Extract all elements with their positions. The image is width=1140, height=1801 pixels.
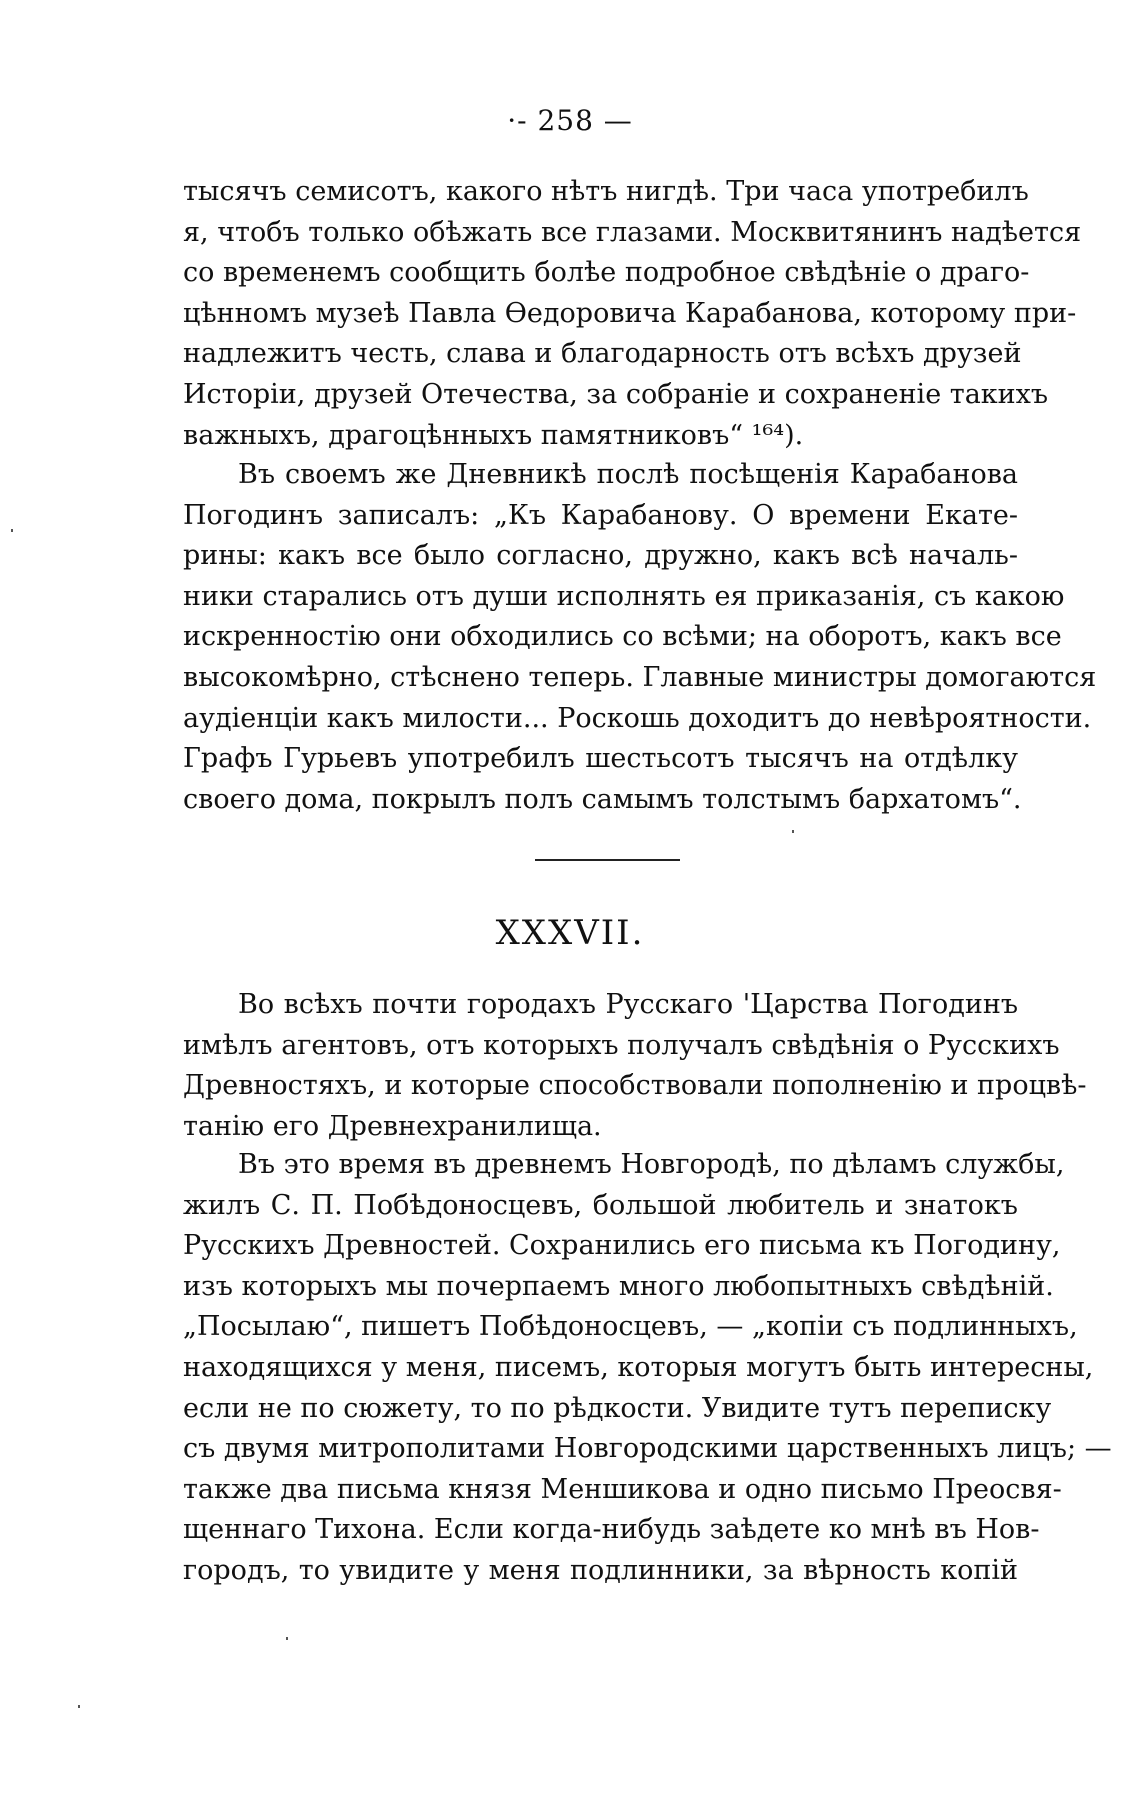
- text-line: высокомѣрно, стѣснено теперь. Главные министры домогаются: [183, 661, 1097, 693]
- print-speck: [286, 1637, 288, 1640]
- text-line: имѣлъ агентовъ, отъ которыхъ получалъ свѣдѣнія о Русскихъ: [183, 1029, 1060, 1061]
- text-line: если не по сюжету, то по рѣдкости. Увидите тутъ переписку: [183, 1392, 1052, 1424]
- print-speck: [78, 1705, 80, 1708]
- text-line: „Посылаю“, пишетъ Побѣдоносцевъ, — „копіи съ подлинныхъ,: [183, 1311, 1078, 1343]
- text-line: изъ которыхъ мы почерпаемъ много любопытныхъ свѣдѣній.: [183, 1270, 1054, 1302]
- text-line: своего дома, покрылъ полъ самымъ толстымъ бархатомъ“.: [183, 783, 1022, 815]
- text-line: цѣнномъ музеѣ Павла Ѳедоровича Карабанова, которому при-: [183, 297, 1077, 329]
- text-line: ники старались отъ души исполнять ея приказанія, съ какою: [183, 580, 1065, 612]
- text-line: съ двумя митрополитами Новгородскими царственныхъ лицъ; —: [183, 1433, 1112, 1465]
- text-line: щеннаго Тихона. Если когда-нибудь заѣдете ко мнѣ въ Нов-: [183, 1514, 1040, 1546]
- text-line: Во всѣхъ почти городахъ Русскаго 'Царства Погодинъ: [238, 989, 1018, 1020]
- text-line: Исторіи, друзей Отечества, за собраніе и сохраненіе такихъ: [183, 378, 1049, 410]
- text-line: находящихся у меня, писемъ, которыя могутъ быть интересны,: [183, 1351, 1094, 1383]
- text-line: Погодинъ записалъ: „Къ Карабанову. О времени Екате-: [183, 499, 1018, 531]
- print-speck: [11, 529, 13, 532]
- text-line: надлежитъ честь, слава и благодарность отъ всѣхъ друзей: [183, 338, 1022, 370]
- text-line: искренностію они обходились со всѣми; на оборотъ, какъ все: [183, 621, 1062, 653]
- print-speck: [792, 830, 794, 833]
- text-line: танію его Древнехранилища.: [183, 1110, 602, 1142]
- page-number: ·- 258 —: [507, 104, 633, 137]
- paragraph-continuation: [183, 172, 1082, 456]
- text-line: аудіенціи какъ милости... Роскошь доходитъ до невѣроятности.: [183, 702, 1092, 734]
- text-line: Графъ Гурьевъ употребилъ шестьсотъ тысячъ на отдѣлку: [183, 743, 1018, 775]
- text-line: также два письма князя Меншикова и одно письмо Преосвя-: [183, 1473, 1062, 1505]
- section-divider: [535, 859, 680, 861]
- paragraph-novgorod: [183, 1145, 1112, 1592]
- text-line: я, чтобъ только обѣжать все глазами. Москвитянинъ надѣется: [183, 216, 1082, 248]
- text-line: Въ это время въ древнемъ Новгородѣ, по дѣламъ службы,: [238, 1149, 1065, 1180]
- text-line: со временемъ сообщить болѣе подробное свѣдѣніе о драго-: [183, 257, 1030, 289]
- text-line: Древностяхъ, и которые способствовали пополненію и процвѣ-: [183, 1070, 1087, 1102]
- text-line: Въ своемъ же Дневникѣ послѣ посѣщенія Карабанова: [238, 459, 1018, 490]
- paragraph-diary: [183, 455, 1097, 820]
- paragraph-agents: [183, 985, 1087, 1147]
- text-line: рины: какъ все было согласно, дружно, какъ всѣ началь-: [183, 540, 1018, 572]
- text-line: Русскихъ Древностей. Сохранились его письма къ Погодину,: [183, 1230, 1061, 1262]
- chapter-heading: XXXVII.: [495, 913, 645, 953]
- text-line: городъ, то увидите у меня подлинники, за вѣрность копій: [183, 1554, 1018, 1586]
- text-line: важныхъ, драгоцѣнныхъ памятниковъ“ ¹⁶⁴).: [183, 419, 804, 451]
- text-line: жилъ С. П. Побѣдоносцевъ, большой любитель и знатокъ: [183, 1189, 1018, 1221]
- text-line: тысячъ семисотъ, какого нѣтъ нигдѣ. Три часа употребилъ: [183, 176, 1029, 207]
